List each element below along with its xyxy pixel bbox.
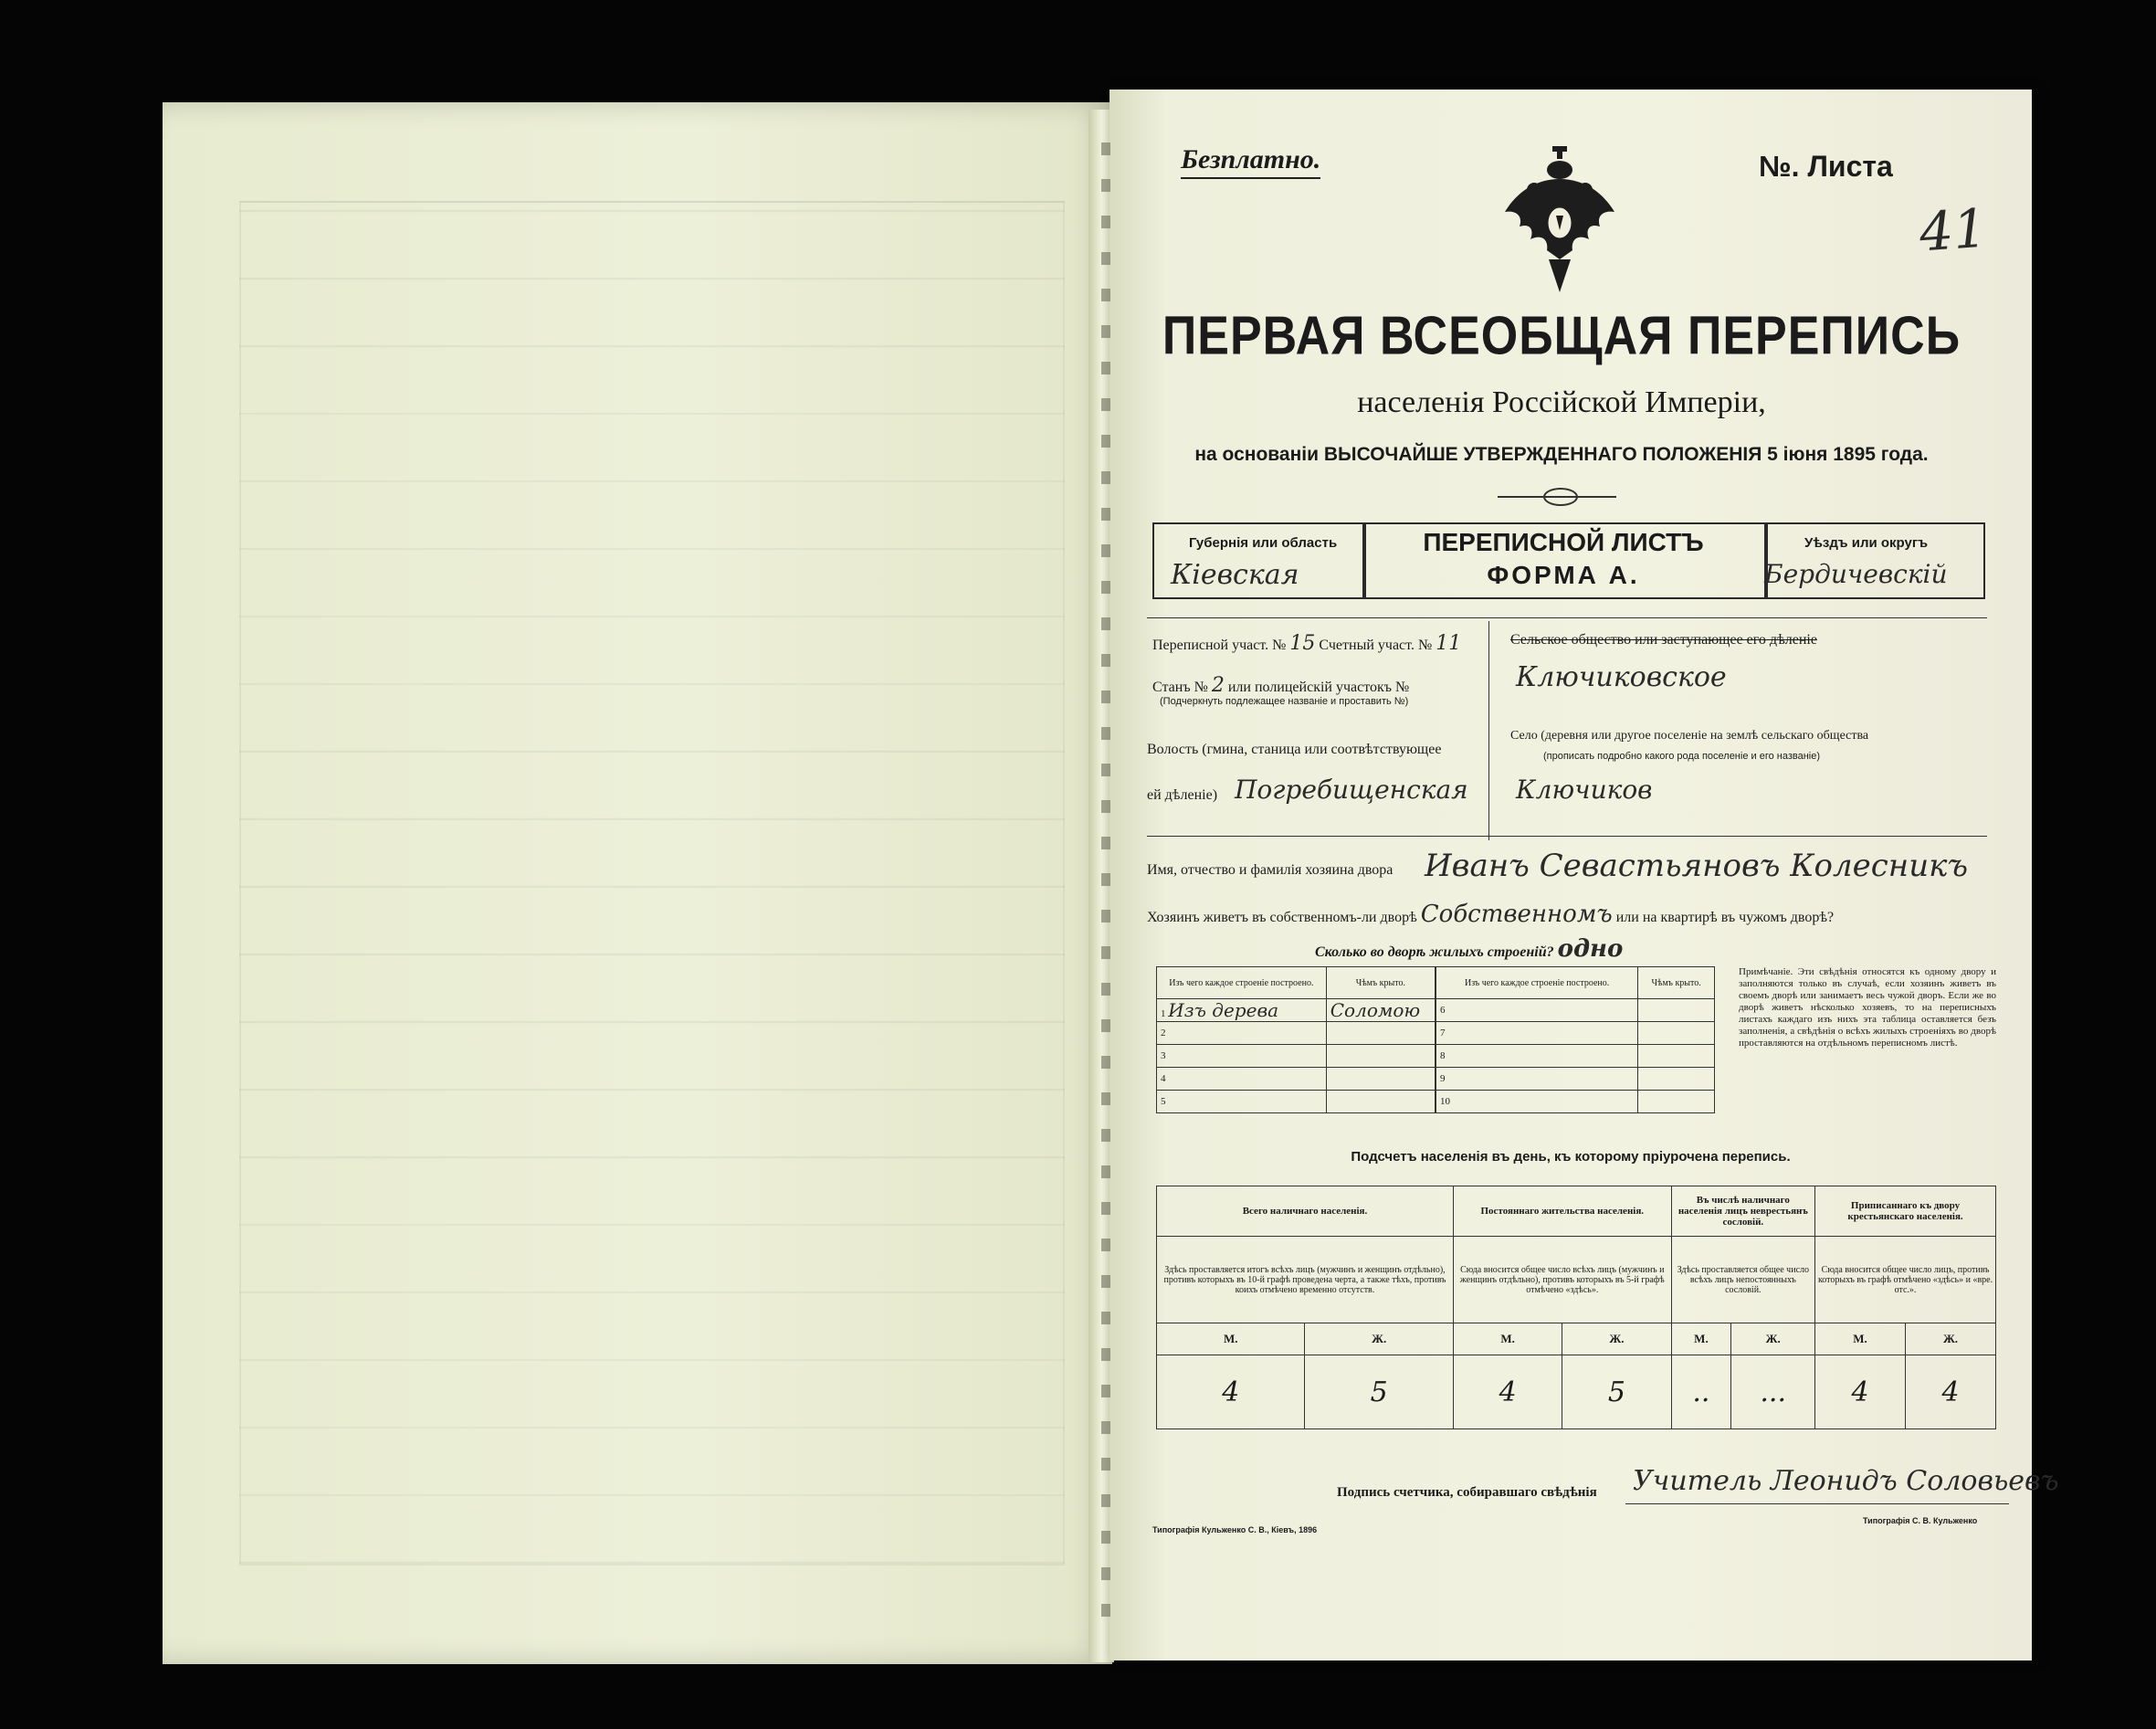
table-row: 1 Изъ дерева (1157, 999, 1327, 1022)
sheet-number-handwritten: 41 (1917, 196, 1990, 264)
buildings-label: Сколько во дворѣ жилыхъ строеній? (1315, 944, 1554, 960)
f-header: Ж. (1562, 1323, 1671, 1355)
buildings-value: одно (1557, 935, 1624, 963)
table-row: 10 (1436, 1091, 1638, 1113)
sheet-number-label: №. Листа (1759, 150, 1893, 183)
table-row: 5 (1157, 1091, 1327, 1113)
value-cell: 4 (1157, 1355, 1305, 1429)
volost-label: Волость (гмина, станица или соотвѣтствующее (1147, 742, 1442, 757)
legal-basis-line: на основаніи ВЫСОЧАЙШЕ УТВЕРЖДЕННАГО ПОЛОЖЕНІЯ 5 іюня 1895 года. (1194, 444, 1929, 465)
selo-value: Ключиков (1516, 775, 1653, 805)
selo-note: (прописать подробно какого рода поселеніе и его названіе) (1543, 751, 1821, 762)
gubernia-value: Кіевская (1171, 559, 1299, 591)
table-row: 6 (1436, 999, 1638, 1022)
summary-col-desc-4: Сюда вносится общее число лицъ, противъ которыхъ въ графѣ отмѣчено «здѣсь» и «вре. отс.». (1815, 1237, 1996, 1323)
table-cell (1326, 1091, 1435, 1113)
buildings-col-material-2: Изъ чего каждое строеніе построено. (1436, 967, 1638, 999)
uezd-value: Бердичевскій (1764, 559, 1948, 589)
table-row: 3 (1157, 1045, 1327, 1068)
schetn-uch-label: Счетный участ. № (1319, 638, 1433, 653)
rule-top (1147, 617, 1987, 618)
table-cell (1638, 1045, 1715, 1068)
form-title: ПЕРЕПИСНОЙ ЛИСТЪ (1423, 528, 1704, 556)
table-cell (1638, 1022, 1715, 1045)
summary-col-head-2: Постояннаго жительства населенія. (1453, 1186, 1671, 1237)
selo-label: Село (деревня или другое поселеніе на землѣ сельскаго общества (1510, 729, 1869, 743)
buildings-table-left (1156, 966, 1436, 1113)
summary-col-head-3: Въ числѣ наличнаго населенія лицъ неврестьянъ сословій. (1671, 1186, 1814, 1237)
imperial-eagle-emblem (1498, 139, 1622, 294)
buildings-col-material: Изъ чего каждое строеніе построено. (1157, 967, 1327, 999)
stan-label: Станъ № (1152, 680, 1208, 695)
m-header: М. (1671, 1323, 1731, 1355)
summary-title: Подсчетъ населенія въ день, къ которому пріурочена перепись. (1351, 1149, 1791, 1165)
value-cell: ... (1731, 1355, 1815, 1429)
population-summary-table (1156, 1186, 1996, 1429)
ornament-center (1543, 488, 1578, 506)
volost-label-2: ей дѣленіе) (1147, 787, 1218, 803)
summary-col-desc-3: Здѣсь проставляется общее число всѣхъ лицъ непостоянныхъ сословій. (1671, 1237, 1814, 1323)
volost-value: Погребищенская (1235, 775, 1468, 805)
uezd-label: Уѣздъ или округъ (1804, 535, 1929, 551)
f-header: Ж. (1905, 1323, 1995, 1355)
f-header: Ж. (1731, 1323, 1815, 1355)
perepis-uch-label: Переписной участ. № (1152, 638, 1287, 653)
schetn-uch-value: 11 (1436, 632, 1462, 655)
table-row: 4 (1157, 1068, 1327, 1091)
table-cell: Соломою (1326, 999, 1435, 1022)
perepis-uch-row (1152, 632, 1461, 655)
buildings-row (1315, 935, 1623, 963)
signature-line (1625, 1503, 2009, 1504)
table-cell (1638, 1091, 1715, 1113)
table-row: 7 (1436, 1022, 1638, 1045)
buildings-table-right (1436, 966, 1715, 1113)
rule-mid (1147, 836, 1987, 837)
free-label: Безплатно. (1181, 144, 1320, 179)
m-header: М. (1157, 1323, 1305, 1355)
census-subtitle: населенія Россійской Имперіи, (1357, 385, 1766, 419)
table-row: 8 (1436, 1045, 1638, 1068)
buildings-col-roof-2: Чѣмъ крыто. (1638, 967, 1715, 999)
summary-col-desc-2: Сюда вносится общее число всѣхъ лицъ (мужчинъ и женщинъ отдѣльно), противъ которыхъ въ 5-й графѣ отмѣчено «здѣсь». (1453, 1237, 1671, 1323)
summary-col-head-4: Приписаннаго къ двору крестьянскаго населенія. (1815, 1186, 1996, 1237)
obshchestvo-label: Сельское общество или заступающее его дѣленіе (1510, 632, 1817, 648)
value-cell: 5 (1305, 1355, 1454, 1429)
table-cell (1326, 1045, 1435, 1068)
summary-col-head-1: Всего наличнаго населенія. (1157, 1186, 1454, 1237)
table-cell (1638, 1068, 1715, 1091)
value-cell: 4 (1453, 1355, 1562, 1429)
table-cell (1638, 999, 1715, 1022)
m-header: М. (1815, 1323, 1906, 1355)
lives-row (1147, 901, 1834, 928)
summary-col-desc-1: Здѣсь проставляется итогъ всѣхъ лицъ (мужчинъ и женщинъ отдѣльно), противъ которыхъ въ 10-й графѣ проведена черта, а также тѣхъ, противъ коихъ отмѣчено временно отсутств. (1157, 1237, 1454, 1323)
stan-note: (Подчеркнуть подлежащее названіе и проставить №) (1160, 696, 1409, 707)
signature-label: Подпись счетчика, собиравшаго свѣдѣнія (1337, 1485, 1597, 1500)
lives-label: Хозяинъ живетъ въ собственномъ-ли дворѣ (1147, 910, 1417, 925)
signature-value: Учитель Леонидъ Соловьевъ (1633, 1465, 2059, 1497)
buildings-note: Примѣчаніе. Эти свѣдѣнія относятся къ одному двору и заполняются только въ случаѣ, если хозяинъ живетъ въ своемъ дворѣ или занимаетъ весь чужой дворъ. Если же во дворѣ живетъ нѣсколько хозяевъ, то на переписныхъ листахъ каждаго изъ нихъ эта таблица оставляется безъ заполненія, а свѣдѣнія о всѣхъ жилыхъ строеніяхъ во дворѣ проставляются на отдѣльномъ переписномъ листѣ. (1739, 966, 1996, 1049)
form-subtitle: ФОРМА А. (1487, 561, 1640, 589)
table-cell (1326, 1022, 1435, 1045)
lives-value: Собственномъ (1420, 901, 1613, 928)
table-row: 2 (1157, 1022, 1327, 1045)
left-blank-page (163, 102, 1112, 1664)
table-cell (1326, 1068, 1435, 1091)
m-header: М. (1453, 1323, 1562, 1355)
owner-value: Иванъ Севастьяновъ Колесникъ (1425, 848, 1969, 884)
perepis-uch-value: 15 (1289, 632, 1316, 655)
census-title: ПЕРВАЯ ВСЕОБЩАЯ ПЕРЕПИСЬ (1162, 305, 1961, 367)
value-cell: 4 (1905, 1355, 1995, 1429)
owner-label: Имя, отчество и фамилія хозяина двора (1147, 862, 1394, 878)
stan-row (1152, 674, 1409, 697)
obshchestvo-value: Ключиковское (1516, 661, 1727, 693)
buildings-col-roof: Чѣмъ крыто. (1326, 967, 1435, 999)
gubernia-label: Губернія или область (1189, 535, 1338, 551)
value-cell: 4 (1815, 1355, 1906, 1429)
value-cell: 5 (1562, 1355, 1671, 1429)
binding-stitches (1101, 119, 1110, 1617)
stan-rest: или полицейскій участокъ № (1227, 680, 1410, 695)
printer-imprint-left: Типографія Кульженко С. В., Кіевъ, 1896 (1152, 1525, 1318, 1534)
f-header: Ж. (1305, 1323, 1454, 1355)
lives-rest: или на квартирѣ въ чужомъ дворѣ? (1615, 910, 1835, 925)
printer-imprint-right: Типографія С. В. Кульженко (1863, 1516, 1978, 1525)
value-cell: .. (1671, 1355, 1731, 1429)
stan-value: 2 (1211, 674, 1225, 697)
rule-column-divider (1488, 621, 1489, 840)
table-row: 9 (1436, 1068, 1638, 1091)
